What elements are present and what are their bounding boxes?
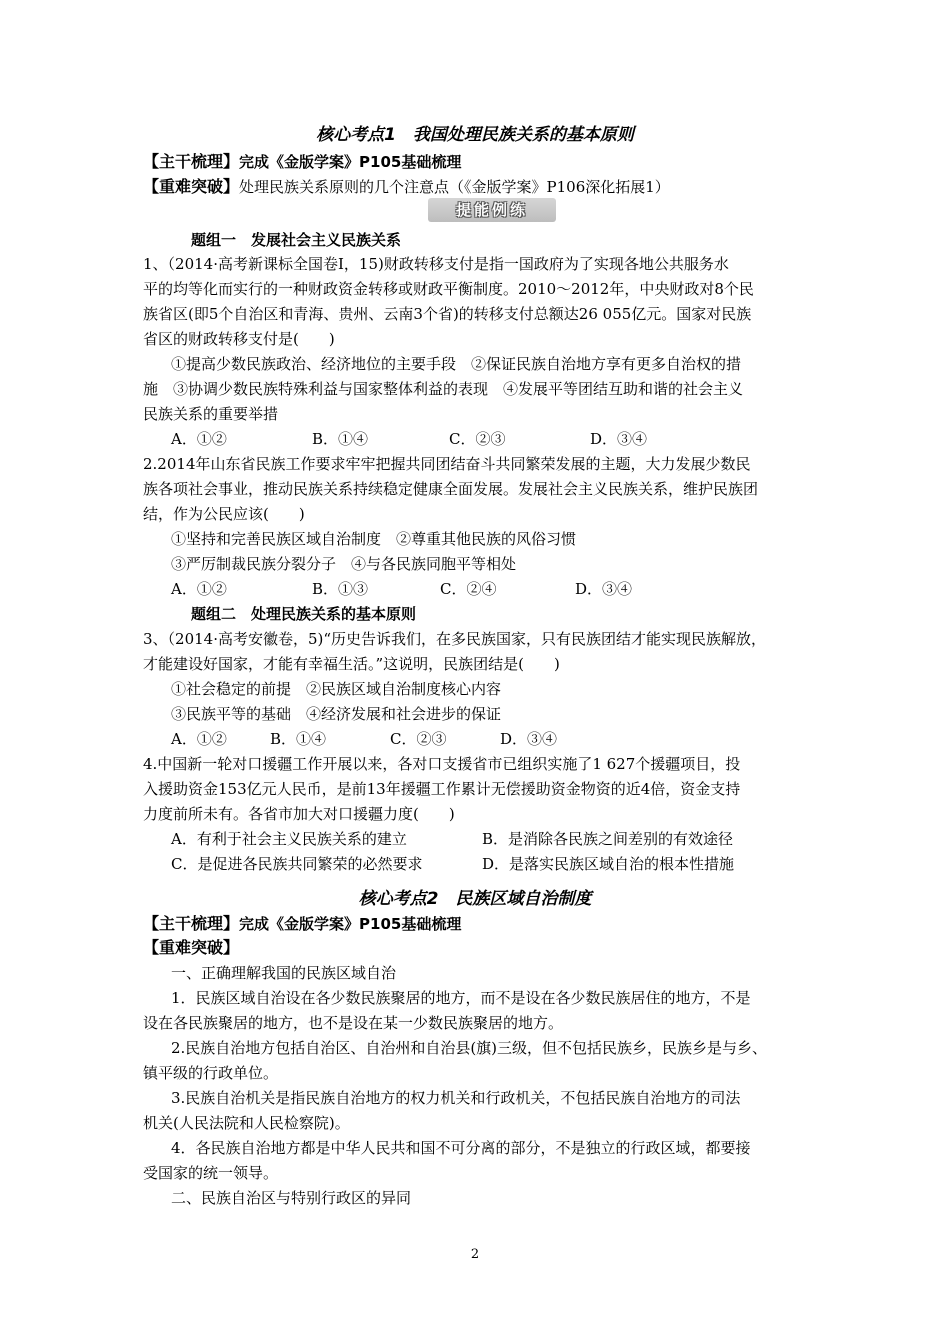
q1-statement-line: 民族关系的重要举措 [143, 405, 279, 423]
page-number: 2 [470, 1247, 480, 1262]
q2-option: A．①② [171, 580, 227, 598]
q3-line: 才能建设好国家，才能有幸福生活。”这说明，民族团结是( ) [143, 655, 560, 673]
trunk-label: 【主干梳理】 [143, 152, 240, 171]
q2-option: C．②④ [440, 580, 497, 598]
q4-option: D．是落实民族区域自治的根本性措施 [482, 855, 735, 873]
body-line: 2.民族自治地方包括自治区、自治州和自治县(旗)三级，但不包括民族乡，民族乡是与乡、 [171, 1039, 768, 1057]
q1-line: 族省区(即5个自治区和青海、贵州、云南3个省)的转移支付总额达26 055亿元。国家对民族 [143, 305, 752, 323]
section1-trunk-line [143, 152, 461, 172]
q1-option: B．①④ [312, 430, 369, 448]
q1-line: 1、（2014·高考新课标全国卷Ⅰ，15)财政转移支付是指一国政府为了实现各地公共服务水 [143, 255, 729, 273]
q2-line: 2.2014年山东省民族工作要求牢牢把握共同团结奋斗共同繁荣发展的主题，大力发展少数民 [143, 455, 751, 473]
q1-line: 平的均等化而实行的一种财政资金转移或财政平衡制度。2010～2012年，中央财政对8个民 [143, 280, 754, 298]
section2-trunk-line [143, 914, 461, 934]
q2-option: D．③④ [575, 580, 633, 598]
q1-statement-line: 施 ③协调少数民族特殊利益与国家整体利益的表现 ④发展平等团结互助和谐的社会主义 [143, 380, 744, 398]
trunk-label: 【主干梳理】 [143, 914, 240, 933]
q4-line: 力度前所未有。各省市加大对口援疆力度( ) [143, 805, 455, 823]
body-line: 二、民族自治区与特别行政区的异同 [171, 1189, 412, 1207]
section2-difficulty-line [143, 938, 239, 958]
q1-option: D．③④ [590, 430, 648, 448]
q3-option: A．①② [171, 730, 227, 748]
q3-option: D．③④ [500, 730, 558, 748]
body-line: 受国家的统一领导。 [143, 1164, 279, 1182]
difficulty-label: 【重难突破】 [143, 177, 240, 196]
q4-line: 入援助资金153亿元人民币，是前13年援疆工作累计无偿援助资金物资的近4倍，资金支持 [143, 780, 741, 798]
body-line: 4．各民族自治地方都是中华人民共和国不可分离的部分，不是独立的行政区域，都要接 [171, 1139, 751, 1157]
q4-option: B．是消除各民族之间差别的有效途径 [482, 830, 734, 848]
q4-line: 4.中国新一轮对口援疆工作开展以来，各对口支援省市已组织实施了1 627个援疆项目，投 [143, 755, 741, 773]
q2-statement-line: ①坚持和完善民族区域自治制度 ②尊重其他民族的风俗习惯 [171, 530, 577, 548]
q4-option: C．是促进各民族共同繁荣的必然要求 [171, 855, 423, 873]
q2-option: B．①③ [312, 580, 369, 598]
group1-title: 题组一 发展社会主义民族关系 [191, 231, 402, 249]
difficulty-label: 【重难突破】 [143, 938, 240, 957]
body-line: 一、正确理解我国的民族区域自治 [171, 964, 397, 982]
q2-statement-line: ③严厉制裁民族分裂分子 ④与各民族同胞平等相处 [171, 555, 517, 573]
q3-option: C．②③ [390, 730, 447, 748]
section1-difficulty-line [143, 177, 670, 197]
q1-option: A．①② [171, 430, 227, 448]
q3-statement-line: ①社会稳定的前提 ②民族区域自治制度核心内容 [171, 680, 502, 698]
q2-line: 结，作为公民应该( ) [143, 505, 305, 523]
body-line: 1．民族区域自治设在各少数民族聚居的地方，而不是设在各少数民族居住的地方，不是 [171, 989, 751, 1007]
q3-option: B．①④ [270, 730, 327, 748]
q4-option: A．有利于社会主义民族关系的建立 [171, 830, 407, 848]
body-line: 机关(人民法院和人民检察院)。 [143, 1114, 350, 1132]
q3-line: 3、（2014·高考安徽卷，5)“历史告诉我们，在多民族国家，只有民族团结才能实现民族解放， [143, 630, 767, 648]
body-line: 镇平级的行政单位。 [143, 1064, 279, 1082]
q1-line: 省区的财政转移支付是( ) [143, 330, 335, 348]
trunk-text: 完成《金版学案》P105基础梳理 [239, 915, 462, 933]
group2-title: 题组二 处理民族关系的基本原则 [191, 605, 417, 623]
body-line: 3.民族自治机关是指民族自治地方的权力机关和行政机关，不包括民族自治地方的司法 [171, 1089, 741, 1107]
q3-statement-line: ③民族平等的基础 ④经济发展和社会进步的保证 [171, 705, 502, 723]
q1-statement-line: ①提高少数民族政治、经济地位的主要手段 ②保证民族自治地方享有更多自治权的措 [171, 355, 742, 373]
body-line: 设在各民族聚居的地方，也不是设在某一少数民族聚居的地方。 [143, 1014, 564, 1032]
q2-line: 族各项社会事业，推动民族关系持续稳定健康全面发展。发展社会主义民族关系，维护民族团 [143, 480, 759, 498]
section2-title: 核心考点2 民族区域自治制度 [358, 889, 592, 909]
practice-banner: 提能例练 [428, 198, 556, 222]
difficulty-text: 处理民族关系原则的几个注意点（《金版学案》P106深化拓展1） [239, 178, 670, 196]
trunk-text: 完成《金版学案》P105基础梳理 [239, 153, 462, 171]
q1-option: C．②③ [449, 430, 506, 448]
section1-title: 核心考点1 我国处理民族关系的基本原则 [316, 125, 634, 145]
